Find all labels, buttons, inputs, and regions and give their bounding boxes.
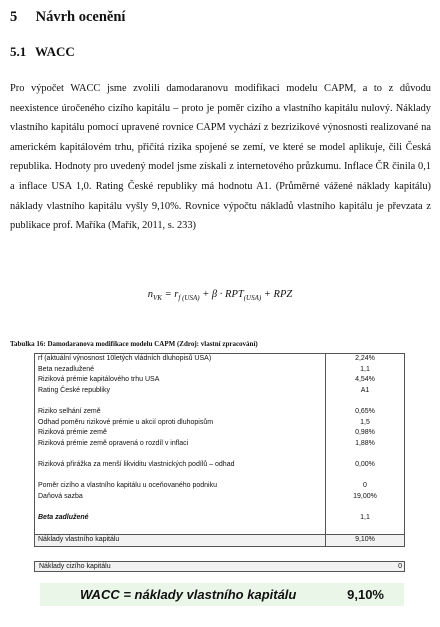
row-value	[326, 524, 405, 535]
table-row	[35, 524, 405, 535]
formula-rpt-sub: (USA)	[243, 294, 262, 303]
row-value: 1,1	[326, 365, 405, 376]
cost-of-debt-label: Náklady cizího kapitálu	[39, 563, 111, 570]
formula-lhs: n	[147, 289, 154, 300]
table-caption: Tabulka 16: Damodaranova modifikace modelu CAPM (Zdroj: vlastní zpracování)	[10, 340, 258, 348]
section-number: 5.1	[10, 44, 27, 59]
row-value: 0,00%	[326, 460, 405, 471]
row-value: 19,00%	[326, 492, 405, 503]
table-row	[35, 365, 405, 376]
row-label: Beta nezadlužené	[38, 365, 95, 373]
row-value: 0	[326, 481, 405, 492]
formula-rpz: + RPZ	[261, 289, 293, 300]
row-label	[35, 396, 326, 407]
table-row	[35, 428, 405, 439]
row-value: 4,54%	[326, 375, 405, 386]
formula-rf-sub: f (USA)	[178, 294, 200, 303]
chapter-title: Návrh ocenění	[35, 9, 126, 25]
row-label	[35, 471, 326, 482]
row-value	[326, 471, 405, 482]
table-row	[35, 513, 405, 524]
row-label: Beta zadlužené	[38, 514, 89, 522]
cost-of-debt-row	[34, 561, 405, 572]
table-row	[35, 481, 405, 492]
row-value: 0,65%	[326, 407, 405, 418]
table-row	[35, 492, 405, 503]
table-row	[35, 439, 405, 450]
table-row	[35, 396, 405, 407]
table-row	[35, 449, 405, 460]
section-heading	[10, 44, 75, 60]
formula-eq: = r	[161, 289, 179, 300]
wacc-value: 9,10%	[347, 587, 384, 602]
chapter-number: 5	[10, 9, 18, 25]
table-row	[35, 471, 405, 482]
row-value	[326, 396, 405, 407]
row-label	[35, 524, 326, 535]
row-value: A1	[326, 386, 405, 397]
row-value: 2,24%	[326, 354, 405, 365]
wacc-label: WACC = náklady vlastního kapitálu	[80, 587, 297, 602]
row-label: Riziková přirážka za menší likviditu vlastnických podílů – odhad	[38, 461, 235, 469]
body-paragraph: Pro výpočet WACC jsme zvolili damodaranovu modifikaci modelu CAPM, a to z důvodu neexistence úročeného cizího kapitálu – proto je poměr cizího a vlastního kapitálu nulový. Náklady vlastního kapitálu pomocí upravené rovnice CAPM vychází z bezrizikové výnosnosti realizované na americkém kapitálovém trhu, přičítá rizika spojené se zemí, ve které se model aplikuje, čili Česká republika. Hodnoty pro uvedený model jsme získali z internetového průzkumu. Inflace ČR činila 0,1 a inflace USA 1,0. Rating České republiky má hodnotu A1. (Průměrné vážené náklady kapitálu) náklady vlastního kapitálu vyšly 9,10%. Rovnice výpočtu nákladů vlastního kapitálu je převzata z publikace prof. Maříka (Mařík, 2011, s. 233)	[10, 83, 431, 232]
row-label: Odhad poměru rizikové prémie u akcií oproti dluhopisům	[38, 418, 214, 426]
row-label: Daňová sazba	[38, 493, 83, 501]
row-label: Náklady vlastního kapitálu	[35, 535, 326, 547]
row-label: Rating České republiky	[38, 387, 110, 395]
table-row	[35, 460, 405, 471]
row-value: 0,98%	[326, 428, 405, 439]
table-row	[35, 354, 405, 365]
table-row	[35, 418, 405, 429]
table-row	[35, 502, 405, 513]
table-row	[35, 407, 405, 418]
row-value: 1,5	[326, 418, 405, 429]
row-label: rf (aktuální výnosnost 10letých vládních dluhopisů USA)	[38, 355, 212, 363]
table-row	[35, 375, 405, 386]
wacc-result	[40, 583, 404, 606]
capm-table	[34, 353, 405, 547]
row-value	[326, 502, 405, 513]
cost-of-debt-value: 0	[398, 563, 402, 570]
table-row	[35, 386, 405, 397]
row-value: 1,88%	[326, 439, 405, 450]
formula-beta-rpt: + β · RPT	[199, 289, 244, 300]
row-label	[35, 502, 326, 513]
row-label	[35, 449, 326, 460]
capm-formula	[0, 289, 440, 302]
row-value	[326, 449, 405, 460]
table-row	[35, 535, 405, 547]
section-title: WACC	[35, 44, 75, 59]
row-label: Riziková prémie země opravená o rozdíl v inflaci	[38, 440, 189, 448]
row-label: Poměr cizího a vlastního kapitálu u oceňovaného podniku	[38, 482, 218, 490]
row-label: Riziková prémie země	[38, 429, 107, 437]
row-label: Riziko selhání země	[38, 408, 101, 416]
row-label: Riziková prémie kapitálového trhu USA	[38, 376, 160, 384]
row-value: 1,1	[326, 513, 405, 524]
formula-lhs-sub: VK	[153, 294, 162, 303]
row-value: 9,10%	[326, 535, 405, 547]
chapter-heading	[10, 9, 125, 26]
